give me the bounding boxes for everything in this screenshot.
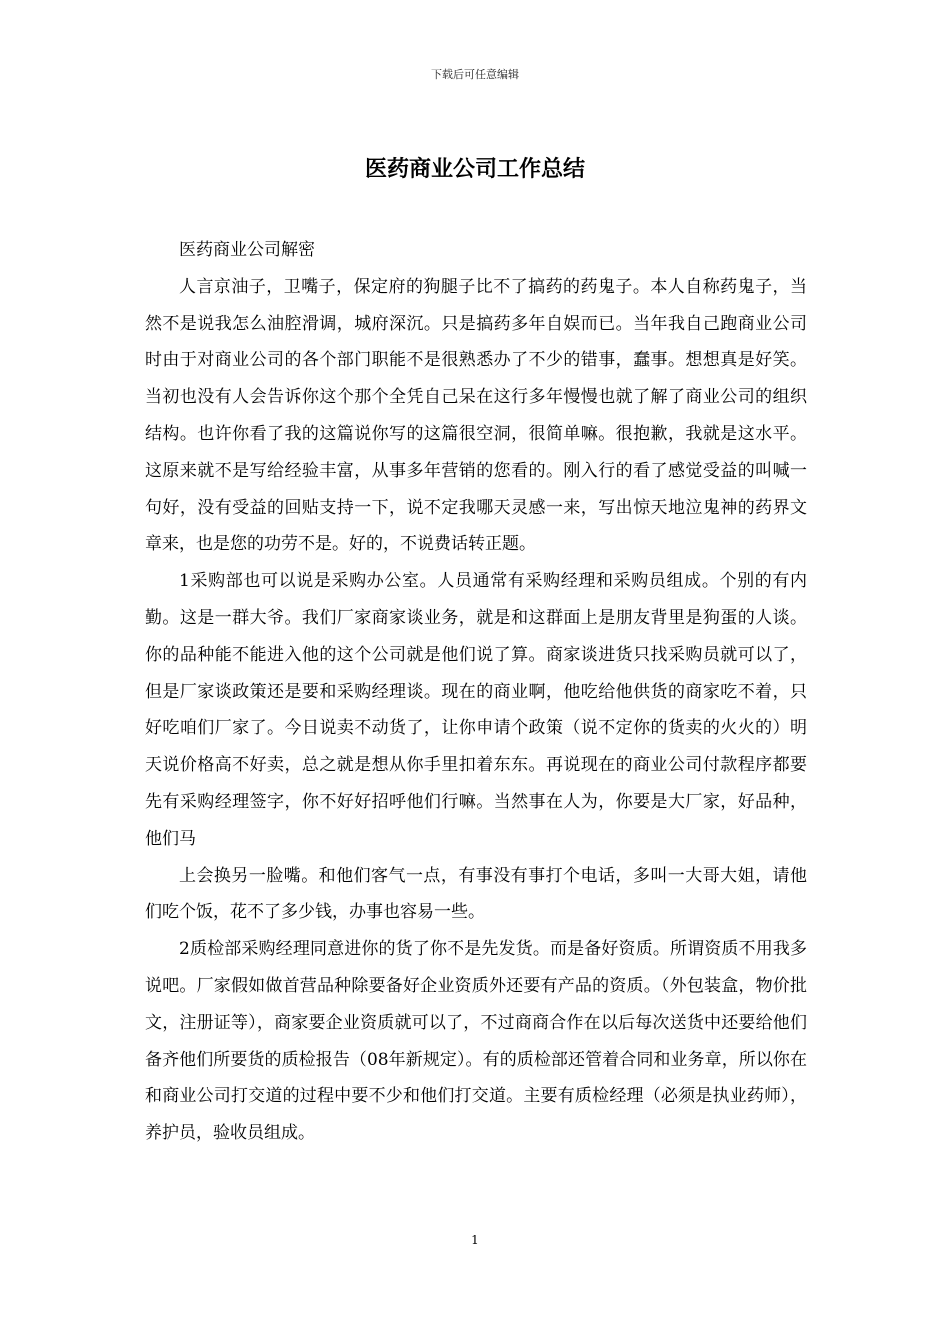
paragraph-purchasing-continued: 上会换另一脸嘴。和他们客气一点，有事没有事打个电话，多叫一大哥大姐，请他们吃个饭，花不了多少钱，办事也容易一些。 (145, 865, 807, 923)
header-note: 下载后可任意编辑 (431, 68, 519, 81)
page-number: 1 (471, 1233, 479, 1247)
paragraph-purchasing: 1采购部也可以说是采购办公室。人员通常有采购经理和采购员组成。个别的有内勤。这是一群大爷。我们厂家商家谈业务，就是和这群面上是朋友背里是狗蛋的人谈。你的品种能不能进入他的这个公司就是他们说了算。商家谈进货只找采购员就可以了，但是厂家谈政策还是要和采购经理谈。现在的商业啊，他吃给他供货的商家吃不着，只好吃咱们厂家了。今日说卖不动货了，让你申请个政策（说不定你的货卖的火火的）明天说价格高不好卖，总之就是想从你手里扣着东东。再说现在的商业公司付款程序都要先有采购经理签字，你不好好招呼他们行嘛。当然事在人为，你要是大厂家，好品种，他们马 (145, 571, 807, 849)
paragraph-intro: 人言京油子，卫嘴子，保定府的狗腿子比不了搞药的药鬼子。本人自称药鬼子，当然不是说我怎么油腔滑调，城府深沉。只是搞药多年自娱而已。当年我自己跑商业公司时由于对商业公司的各个部门职能不是很熟悉办了不少的错事，蠢事。想想真是好笑。当初也没有人会告诉你这个那个全凭自己呆在这行多年慢慢也就了解了商业公司的组织结构。也许你看了我的这篇说你写的这篇很空洞，很简单嘛。很抱歉，我就是这水平。这原来就不是写给经验丰富，从事多年营销的您看的。刚入行的看了感觉受益的叫喊一句好，没有受益的回贴支持一下，说不定我哪天灵感一来，写出惊天地泣鬼神的药界文章来，也是您的功劳不是。好的，不说费话转正题。 (145, 276, 807, 555)
paragraph-subtitle: 医药商业公司解密 (179, 240, 315, 260)
document-body (145, 232, 807, 1152)
paragraph-quality-inspection: 2质检部采购经理同意进你的货了你不是先发货。而是备好资质。所谓资质不用我多说吧。厂家假如做首营品种除要备好企业资质外还要有产品的资质。（外包装盒，物价批文，注册证等），商家要企业资质就可以了，不过商商合作在以后每次送货中还要给他们备齐他们所要货的质检报告（08年新规定）。有的质检部还管着合同和业务章，所以你在和商业公司打交道的过程中要不少和他们打交道。主要有质检经理（必须是执业药师），养护员，验收员组成。 (145, 939, 807, 1144)
document-title: 医药商业公司工作总结 (364, 157, 585, 182)
